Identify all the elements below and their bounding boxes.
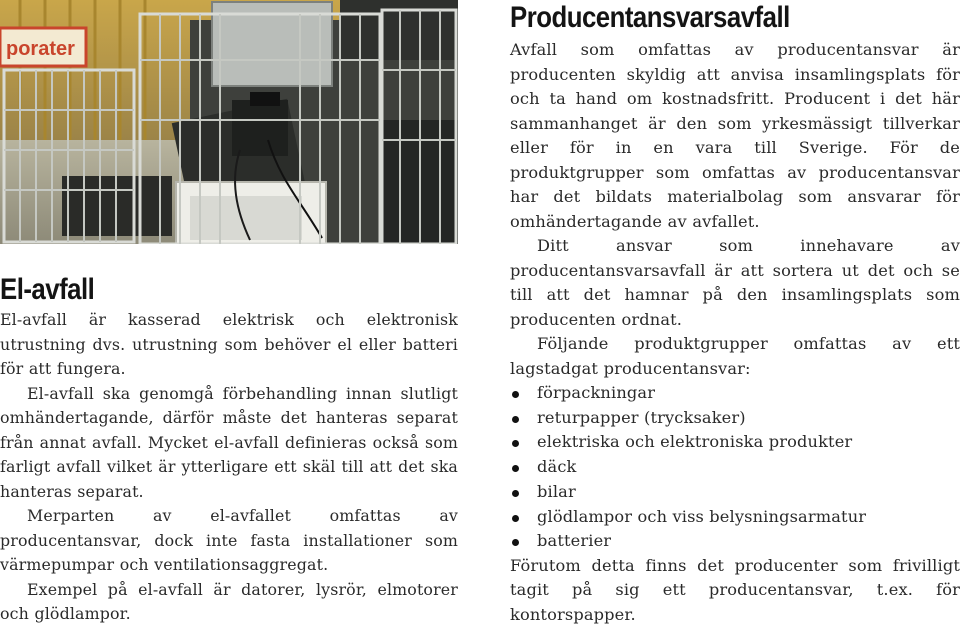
producentansvarsavfall-section bbox=[510, 0, 960, 627]
sign-text: porater bbox=[6, 38, 75, 60]
list-item: elektriska och elektroniska produkter bbox=[510, 430, 960, 455]
el-avfall-heading: El-avfall bbox=[0, 273, 95, 306]
el-avfall-paragraph-1: El-avfall är kasserad elektrisk och elektronisk utrustning dvs. utrustning som behöver el eller batteri för att fungera. bbox=[0, 310, 458, 378]
producentansvar-paragraph-2: Ditt ansvar som innehavare av producentansvarsavfall är att sortera ut det och se till att det hamnar på den insamlingsplats som producenten ordnat. bbox=[510, 236, 960, 329]
list-item: returpapper (trycksaker) bbox=[510, 406, 960, 431]
producentansvar-paragraph-3: Följande produktgrupper omfattas av ett lagstadgat producentansvar: bbox=[510, 334, 960, 378]
list-item: glödlampor och viss belysningsarmatur bbox=[510, 505, 960, 530]
list-item: batterier bbox=[510, 529, 960, 554]
el-avfall-section bbox=[0, 274, 458, 627]
e-waste-cages-illustration bbox=[0, 0, 458, 244]
el-avfall-paragraph-2: El-avfall ska genomgå förbehandling innan slutligt omhändertagande, därför måste det hanteras separat från annat avfall. Mycket el-avfall definieras också som farligt avfall vilket är ytterligare ett skäl till att det ska hanteras separat. bbox=[0, 383, 458, 501]
producentansvarsavfall-heading: Producentansvarsavfall bbox=[510, 1, 790, 34]
producentansvar-closing: Förutom detta finns det producenter som frivilligt tagit på sig ett producentansvar, t.ex. för kontorspapper. bbox=[510, 555, 960, 624]
el-avfall-paragraph-4: Exempel på el-avfall är datorer, lysrör, elmotorer och glödlampor. bbox=[0, 579, 458, 623]
list-item: däck bbox=[510, 455, 960, 480]
producentansvar-paragraph-1: Avfall som omfattas av producentansvar är producenten skyldig att anvisa insamlingsplats för och ta hand om kostnadsfritt. Producent i det här sammanhanget är den som yrkesmässigt tillverkar eller för in en vara till Sverige. För de produktgrupper som omfattas av producentansvar har det bildats materialbolag som ansvarar för omhändertagande av avfallet. bbox=[510, 40, 960, 231]
el-avfall-paragraph-3: Merparten av el-avfallet omfattas av producentansvar, dock inte fasta installationer som värmepumpar och ventilationsaggregat. bbox=[0, 506, 458, 574]
list-item: förpackningar bbox=[510, 381, 960, 406]
list-item: bilar bbox=[510, 480, 960, 505]
product-group-list bbox=[510, 381, 960, 554]
e-waste-photo bbox=[0, 0, 458, 244]
